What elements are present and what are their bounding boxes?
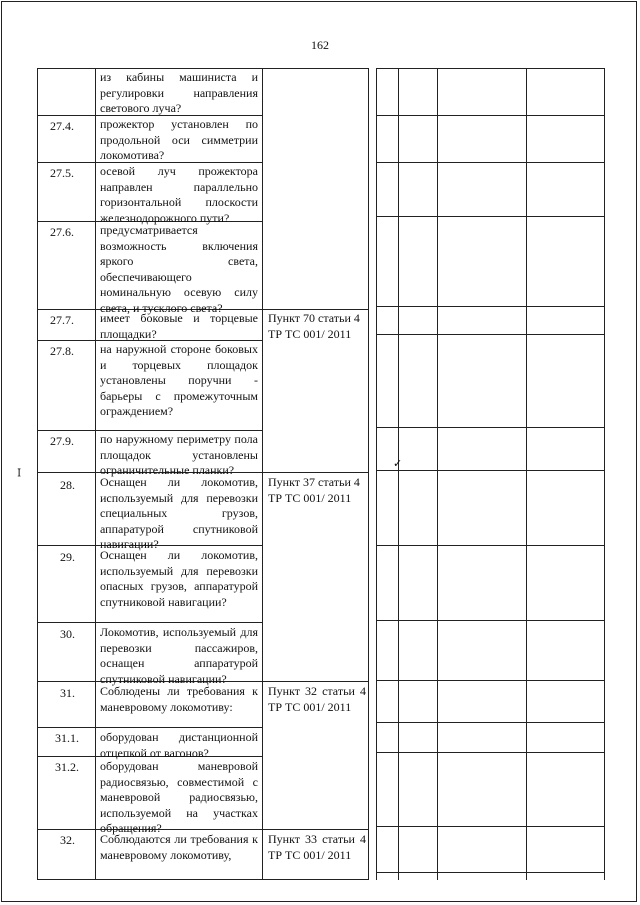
row-line [37,68,369,69]
row-number: 27.5. [50,166,74,180]
row-text: осевой луч прожектора направлен параллельно горизонтальной плоскости железнодорожного пути? [100,164,258,225]
row-number: 27.7. [50,313,74,327]
row-line [37,879,369,880]
row-number: 30. [60,627,75,641]
table-right-border [604,68,605,880]
table-right-col-2 [398,68,399,880]
row-number: 31.2. [55,760,79,774]
right-row-line [376,620,605,621]
row-number: 28. [60,478,75,492]
right-row-line [376,752,605,753]
margin-mark: ꟷ [11,468,24,477]
row-number: 27.4. [50,119,74,133]
right-row-line [376,306,605,307]
row-number: 31. [60,686,75,700]
right-row-line [376,162,605,163]
page-number: 162 [311,38,329,52]
row-line [37,727,263,728]
row-text: Оснащен ли локомотив, используемый для перевозки специальных грузов, аппаратурой спутниковой навигации? [100,475,258,551]
table-col-divider-3 [368,68,369,880]
row-text: из кабины машиниста и регулировки направления светового луча? [100,70,258,115]
row-number: 29. [60,550,75,564]
row-text: оборудован маневровой радиосвязью, совместимой с маневровой радиосвязью, используемой на участках обращения? [100,759,258,835]
page-border [1,1,637,902]
row-number: 27.6. [50,225,74,239]
row-number: 32. [60,833,75,847]
table-col-divider-1 [95,68,96,880]
row-text: предусматривается возможность включения яркого света, обеспечивающего номинальную осевую силу света, и тусклого света? [100,223,258,315]
table-col-divider-2 [262,68,263,880]
table-right-col-3 [437,68,438,880]
check-mark: ✓ [393,458,403,470]
table-right-col-4 [526,68,527,880]
row-number: 27.8. [50,344,74,358]
row-number: 27.9. [50,434,74,448]
right-row-line [376,68,605,69]
right-row-line [376,115,605,116]
row-line [37,430,263,431]
right-row-line [376,216,605,217]
row-text: прожектор установлен по продольной оси симметрии локомотива? [100,117,258,162]
right-row-line [376,427,605,428]
right-row-line [376,826,605,827]
table-right-col-1 [376,68,377,880]
legal-reference: Пункт 37 статьи 4 ТР ТС 001/ 2011 [268,475,360,505]
row-text: Соблюдаются ли требования к маневровому локомотиву, [100,832,258,862]
row-text: по наружному периметру пола площадок установлены ограничительные планки? [100,432,258,477]
row-text: оборудован дистанционной отцепкой от вагонов? [100,730,258,760]
right-row-line [376,334,605,335]
row-text: Локомотив, используемый для перевозки пассажиров, оснащен аппаратурой спутниковой навигации? [100,625,258,686]
legal-reference: Пункт 32 статьи 4 ТР ТС 001/ 2011 [268,684,366,714]
table-left-border [37,68,38,880]
legal-reference: Пункт 70 статьи 4 ТР ТС 001/ 2011 [268,311,360,341]
row-text: Оснащен ли локомотив, используемый для перевозки опасных грузов, аппаратурой спутниковой навигации? [100,548,258,609]
row-text: имеет боковые и торцевые площадки? [100,311,258,341]
row-text: Соблюдены ли требования к маневровому локомотиву: [100,684,258,714]
row-text: на наружной стороне боковых и торцевых площадок установлены поручни - барьеры с промежуточным ограждением? [100,342,258,418]
legal-reference: Пункт 33 статьи 4 ТР ТС 001/ 2011 [268,832,366,862]
right-row-line [376,545,605,546]
right-row-line [376,722,605,723]
row-line [37,622,263,623]
right-row-line [376,680,605,681]
right-row-line [376,872,605,873]
row-number: 31.1. [55,731,79,745]
right-row-line [376,470,605,471]
